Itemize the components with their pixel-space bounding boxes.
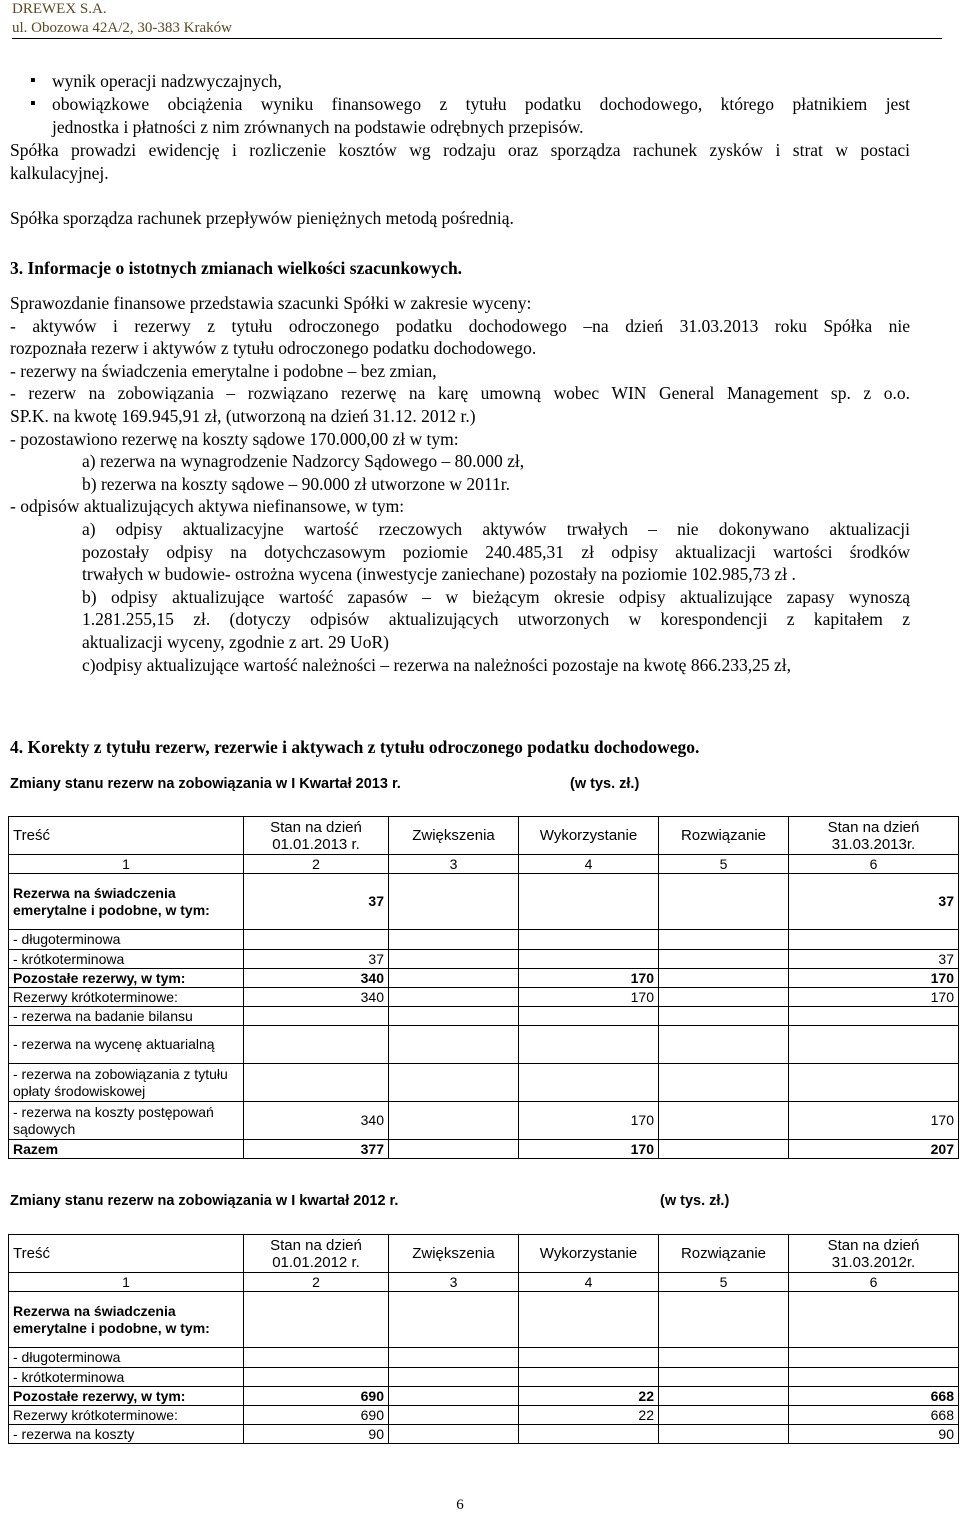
section-3-title: 3. Informacje o istotnych zmianach wielkości szacunkowych.	[10, 258, 463, 278]
table-row	[9, 930, 959, 950]
column-number: 5	[659, 855, 789, 874]
row-value: 668	[789, 1406, 959, 1425]
row-value	[519, 930, 659, 950]
row-value	[519, 874, 659, 930]
column-number: 3	[389, 1273, 519, 1292]
column-header: Wykorzystanie	[519, 817, 659, 855]
row-value	[389, 1292, 519, 1348]
table-row	[9, 1026, 959, 1064]
row-value: 22	[519, 1387, 659, 1406]
table-row	[9, 874, 959, 930]
bullet-continuation: jednostka i płatności z nim zrównanych na podstawie odrębnych przepisów.	[52, 117, 584, 137]
column-number: 1	[9, 855, 244, 874]
row-value	[519, 950, 659, 969]
column-number: 1	[9, 1273, 244, 1292]
section-3-line: b) rezerwa na koszty sądowe – 90.000 zł utworzone w 2011r.	[82, 473, 510, 494]
column-header: Wykorzystanie	[519, 1235, 659, 1273]
column-number: 4	[519, 1273, 659, 1292]
row-value	[519, 1292, 659, 1348]
table-row	[9, 988, 959, 1007]
column-header: Stan na dzień 01.01.2012 r.	[244, 1235, 389, 1273]
column-number: 2	[244, 1273, 389, 1292]
row-value: 340	[244, 969, 389, 988]
row-value: 22	[519, 1406, 659, 1425]
row-label: Rezerwa na świadczenia emerytalne i podobne, w tym:	[9, 1292, 244, 1348]
section-3-line: pozostały odpisy na dotychczasowym poziomie 240.485,31 zł odpisy aktualizacji wartości środków	[82, 541, 910, 562]
row-value: 170	[789, 969, 959, 988]
row-value	[659, 1007, 789, 1026]
row-value	[389, 1387, 519, 1406]
column-header: Treść	[9, 1235, 244, 1273]
row-value: 170	[789, 1102, 959, 1140]
row-value	[519, 1026, 659, 1064]
row-value	[789, 1007, 959, 1026]
row-value	[659, 988, 789, 1007]
row-value	[659, 874, 789, 930]
table-row	[9, 1387, 959, 1406]
paragraph: Spółka sporządza rachunek przepływów pieniężnych metodą pośrednią.	[10, 208, 514, 228]
row-value	[659, 1406, 789, 1425]
section-3-line: 1.281.255,15 zł. (dotyczy odpisów aktualizujących utworzonych w korespondencji z kapitałem z	[82, 609, 910, 630]
row-value	[389, 930, 519, 950]
row-value: 37	[244, 874, 389, 930]
row-value: 668	[789, 1387, 959, 1406]
column-header: Stan na dzień 31.03.2012r.	[789, 1235, 959, 1273]
row-value	[789, 930, 959, 950]
row-value: 340	[244, 988, 389, 1007]
page-number: 6	[456, 1497, 464, 1513]
table-1-title: Zmiany stanu rezerw na zobowiązania w I Kwartał 2013 r.	[10, 776, 401, 792]
row-label: - długoterminowa	[9, 1348, 244, 1368]
table-row	[9, 1348, 959, 1368]
row-value	[659, 1064, 789, 1102]
row-value	[389, 1368, 519, 1387]
row-value	[519, 1348, 659, 1368]
row-value	[389, 1064, 519, 1102]
row-value	[244, 930, 389, 950]
row-value: 90	[789, 1425, 959, 1444]
row-value	[389, 1102, 519, 1140]
row-value	[659, 950, 789, 969]
table-2-unit: (w tys. zł.)	[660, 1193, 730, 1209]
paragraph-line: Spółka prowadzi ewidencję i rozliczenie kosztów wg rodzaju oraz sporządza rachunek zysków i strat w postaci	[10, 140, 910, 160]
row-value	[659, 1387, 789, 1406]
column-header: Zwiększenia	[389, 817, 519, 855]
row-value	[659, 1292, 789, 1348]
row-value: 340	[244, 1102, 389, 1140]
row-label: Rezerwa na świadczenia emerytalne i podobne, w tym:	[9, 874, 244, 930]
row-label: Razem	[9, 1140, 244, 1159]
section-4-title: 4. Korekty z tytułu rezerw, rezerwie i aktywach z tytułu odroczonego podatku dochodowego.	[10, 737, 700, 757]
row-value	[389, 1007, 519, 1026]
row-value	[789, 1026, 959, 1064]
row-label: Pozostałe rezerwy, w tym:	[9, 969, 244, 988]
row-value: 90	[244, 1425, 389, 1444]
row-label: Rezerwy krótkoterminowe:	[9, 1406, 244, 1425]
column-header: Stan na dzień 31.03.2013r.	[789, 817, 959, 855]
row-value	[389, 1425, 519, 1444]
row-value	[519, 1425, 659, 1444]
column-number: 5	[659, 1273, 789, 1292]
paragraph-line: kalkulacyjnej.	[10, 163, 109, 183]
row-value	[244, 1026, 389, 1064]
row-value	[389, 1348, 519, 1368]
header-divider	[12, 38, 942, 39]
table-row	[9, 1102, 959, 1140]
row-label: - rezerwa na zobowiązania z tytułu opłaty środowiskowej	[9, 1064, 244, 1102]
section-3-line: rozpoznała rezerw i aktywów z tytułu odroczonego podatku dochodowego.	[10, 338, 537, 359]
row-label: - krótkoterminowa	[9, 950, 244, 969]
row-value	[519, 1368, 659, 1387]
row-label: - rezerwa na wycenę aktuarialną	[9, 1026, 244, 1064]
row-value	[244, 1368, 389, 1387]
row-label: Rezerwy krótkoterminowe:	[9, 988, 244, 1007]
row-label: Pozostałe rezerwy, w tym:	[9, 1387, 244, 1406]
row-value	[659, 1348, 789, 1368]
row-value: 170	[789, 988, 959, 1007]
row-value	[659, 930, 789, 950]
column-header: Rozwiązanie	[659, 1235, 789, 1273]
page-header	[12, 0, 942, 38]
column-number: 6	[789, 1273, 959, 1292]
row-value	[659, 1026, 789, 1064]
row-value	[244, 1064, 389, 1102]
column-header: Stan na dzień 01.01.2013 r.	[244, 817, 389, 855]
row-value: 207	[789, 1140, 959, 1159]
row-value	[389, 1406, 519, 1425]
table-row	[9, 1064, 959, 1102]
row-value: 690	[244, 1387, 389, 1406]
row-value: 170	[519, 1102, 659, 1140]
row-value	[389, 1140, 519, 1159]
table-2-title: Zmiany stanu rezerw na zobowiązania w I kwartał 2012 r.	[10, 1193, 399, 1209]
row-value	[244, 1348, 389, 1368]
table-row	[9, 1007, 959, 1026]
row-value	[519, 1007, 659, 1026]
table-row	[9, 969, 959, 988]
column-header: Rozwiązanie	[659, 817, 789, 855]
row-value: 377	[244, 1140, 389, 1159]
row-value: 170	[519, 988, 659, 1007]
bullet-item: ▪ wynik operacji nadzwyczajnych,	[52, 70, 282, 93]
row-value: 37	[789, 874, 959, 930]
table-row	[9, 1406, 959, 1425]
row-value	[659, 1425, 789, 1444]
row-value: 170	[519, 1140, 659, 1159]
row-value	[789, 1368, 959, 1387]
table-row	[9, 1140, 959, 1159]
section-3-line: c)odpisy aktualizujące wartość należności – rezerwa na należności pozostaje na kwotę 866.233,25 zł,	[82, 654, 791, 675]
row-value	[659, 969, 789, 988]
section-3-line: - aktywów i rezerwy z tytułu odroczonego podatku dochodowego –na dzień 31.03.2013 roku Spółka nie	[10, 315, 910, 336]
row-value	[519, 1064, 659, 1102]
section-3-line: a) rezerwa na wynagrodzenie Nadzorcy Sądowego – 80.000 zł,	[82, 451, 525, 472]
section-3-line: - rezerw na zobowiązania – rozwiązano rezerwę na karę umowną wobec WIN General Management sp. z o.o.	[10, 383, 910, 404]
table-1	[8, 816, 959, 1159]
section-3-line: - pozostawiono rezerwę na koszty sądowe 170.000,00 zł w tym:	[10, 428, 459, 449]
section-3-line: a) odpisy aktualizacyjne wartość rzeczowych aktywów trwałych – nie dokonywano aktualizacji	[82, 519, 910, 539]
row-value	[789, 1348, 959, 1368]
row-value	[389, 950, 519, 969]
column-header: Zwiększenia	[389, 1235, 519, 1273]
section-3-line: trwałych w budowie- ostrożna wycena (inwestycje zaniechane) pozostały na poziomie 102.985,73 zł .	[82, 564, 796, 585]
table-row	[9, 1425, 959, 1444]
row-value	[389, 988, 519, 1007]
row-value	[789, 1292, 959, 1348]
section-3-line: Sprawozdanie finansowe przedstawia szacunki Spółki w zakresie wyceny:	[10, 293, 532, 313]
row-label: - rezerwa na koszty postępowań sądowych	[9, 1102, 244, 1140]
row-label: - krótkoterminowa	[9, 1368, 244, 1387]
column-header: Treść	[9, 817, 244, 855]
column-number: 3	[389, 855, 519, 874]
section-3-line: - rezerwy na świadczenia emerytalne i podobne – bez zmian,	[10, 360, 437, 381]
row-value	[789, 1064, 959, 1102]
column-number: 4	[519, 855, 659, 874]
company-address: ul. Obozowa 42A/2, 30-383 Kraków	[12, 20, 232, 36]
row-label: - długoterminowa	[9, 930, 244, 950]
table-2	[8, 1234, 959, 1444]
section-3-line: aktualizacji wyceny, zgodnie z art. 29 UoR)	[82, 632, 389, 652]
row-value: 37	[789, 950, 959, 969]
row-label: - rezerwa na koszty	[9, 1425, 244, 1444]
row-value	[244, 1292, 389, 1348]
row-value	[659, 1102, 789, 1140]
row-value	[389, 874, 519, 930]
table-row	[9, 1292, 959, 1348]
row-value: 170	[519, 969, 659, 988]
row-value	[659, 1368, 789, 1387]
row-value	[659, 1140, 789, 1159]
section-3-line: SP.K. na kwotę 169.945,91 zł, (utworzoną na dzień 31.12. 2012 r.)	[10, 406, 476, 426]
column-number: 6	[789, 855, 959, 874]
table-1-unit: (w tys. zł.)	[570, 776, 640, 792]
row-value	[389, 1026, 519, 1064]
row-value: 690	[244, 1406, 389, 1425]
row-value	[244, 1007, 389, 1026]
column-number: 2	[244, 855, 389, 874]
company-name: DREWEX S.A.	[12, 1, 107, 17]
row-value	[389, 969, 519, 988]
table-row	[9, 1368, 959, 1387]
row-value: 37	[244, 950, 389, 969]
section-3-line: - odpisów aktualizujących aktywa niefinansowe, w tym:	[10, 496, 405, 517]
bullet-item: ▪ obowiązkowe obciążenia wyniku finansowego z tytułu podatku dochodowego, którego płatnikiem jest	[52, 93, 910, 116]
row-label: - rezerwa na badanie bilansu	[9, 1007, 244, 1026]
section-3-line: b) odpisy aktualizujące wartość zapasów – w bieżącym okresie odpisy aktualizujące zapasy wynoszą	[82, 586, 910, 607]
table-row	[9, 950, 959, 969]
